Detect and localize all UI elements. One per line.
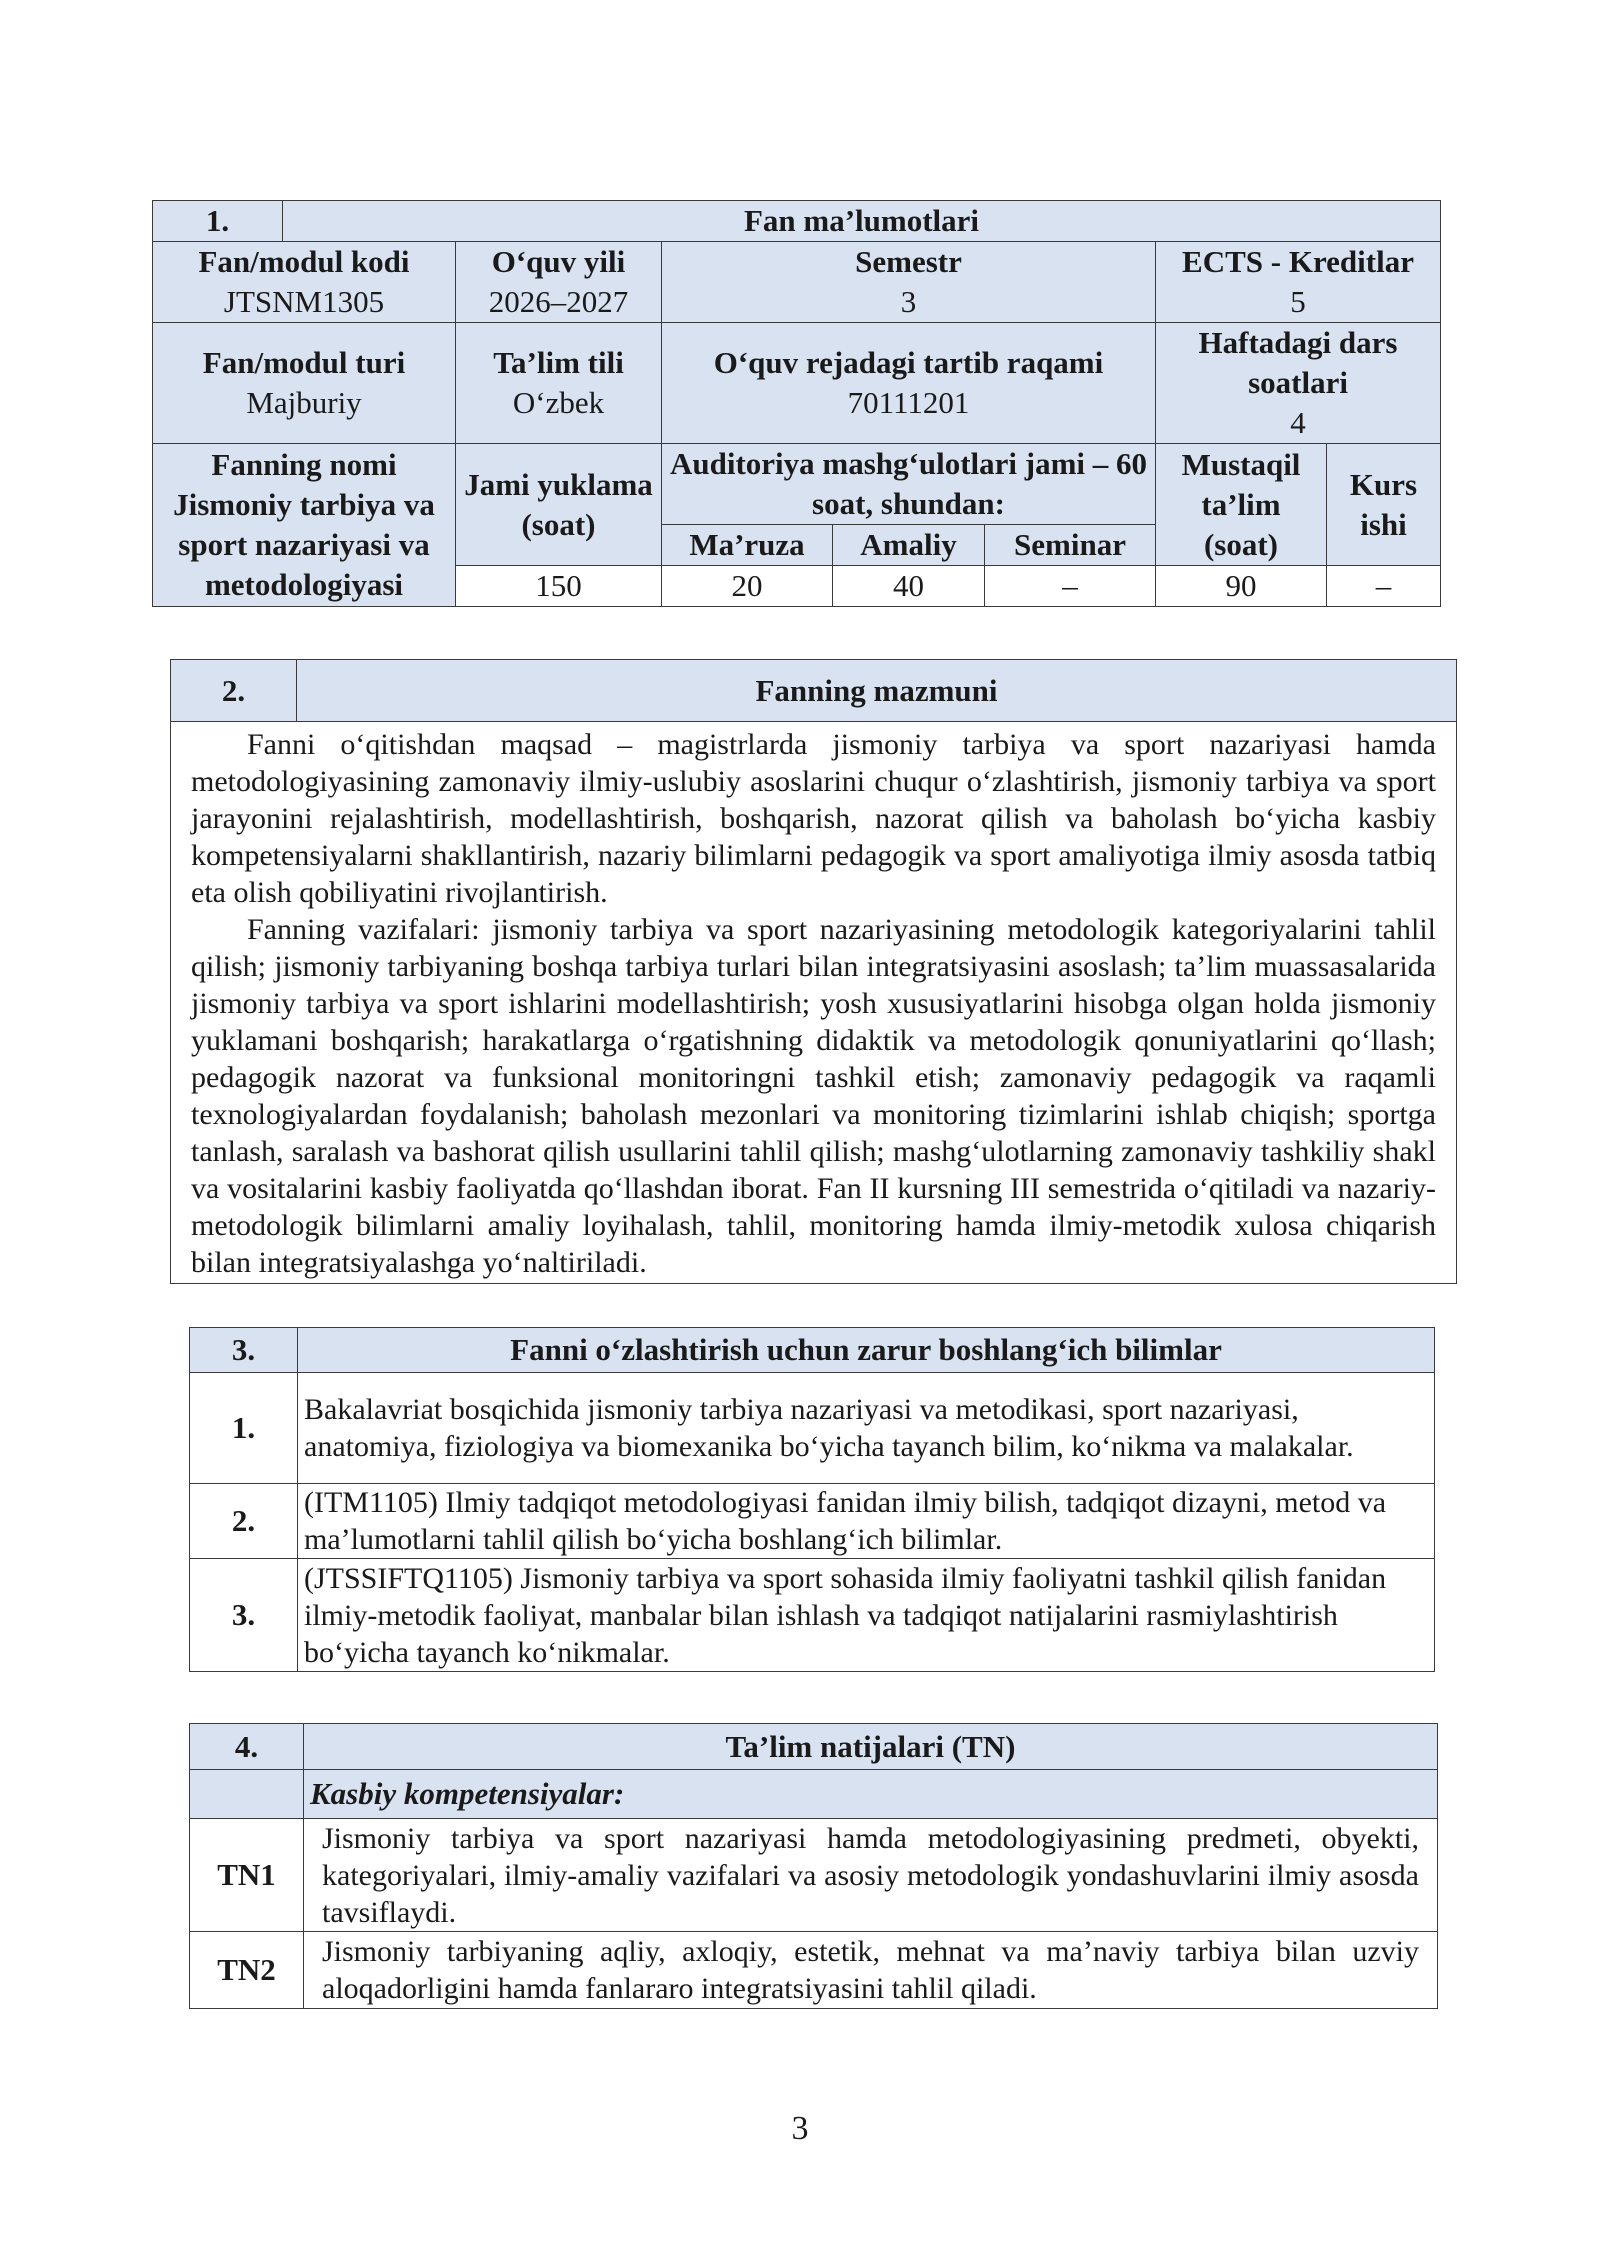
language-label: Ta’lim tili: [493, 345, 624, 380]
auditorium-label: Auditoriya mashg‘ulotlari jami – 60 soat, shundan:: [662, 444, 1156, 525]
subheader-blank: [190, 1770, 304, 1819]
module-type-value: Majburiy: [246, 385, 362, 420]
language-cell: [456, 323, 662, 444]
prerequisite-text: (ITM1105) Ilmiy tadqiqot metodologiyasi fanidan ilmiy bilish, tadqiqot dizayni, metod va ma’lumotlarni tahlil qilish bo‘yicha boshlang‘ich bilimlar.: [298, 1484, 1435, 1559]
subject-name-value: Jismoniy tarbiya va sport nazariyasi va metodologiyasi: [173, 487, 435, 602]
module-type-cell: [153, 323, 456, 444]
section4-title: Ta’lim natijalari (TN): [304, 1724, 1438, 1770]
practical-label: Amaliy: [833, 525, 985, 566]
seminar-label: Seminar: [985, 525, 1156, 566]
plan-number-value: 70111201: [847, 385, 970, 420]
section2-title: Fanning mazmuni: [297, 660, 1457, 722]
ects-label: ECTS - Kreditlar: [1182, 244, 1414, 279]
academic-year-value: 2026–2027: [488, 284, 629, 319]
table-row: [190, 1819, 1438, 1932]
weekly-hours-label: Haftadagi dars soatlari: [1198, 325, 1398, 400]
total-load-value: 150: [456, 566, 662, 607]
lecture-label: Ma’ruza: [662, 525, 833, 566]
section2-number: 2.: [171, 660, 297, 722]
table-row: [190, 1932, 1438, 2009]
ects-cell: [1156, 242, 1441, 323]
academic-year-label: O‘quv yili: [491, 244, 626, 279]
lecture-value: 20: [662, 566, 833, 607]
weekly-hours-cell: [1156, 323, 1441, 444]
plan-number-label: O‘quv rejadagi tartib raqami: [713, 345, 1104, 380]
outcome-text: Jismoniy tarbiya va sport nazariyasi hamda metodologiyasining predmeti, obyekti, kategoriyalari, ilmiy-amaliy vazifalari va asosiy metodologik yondashuvlarini ilmiy asosda tavsiflaydi.: [304, 1819, 1438, 1932]
prerequisite-text: Bakalavriat bosqichida jismoniy tarbiya nazariyasi va metodikasi, sport nazariyasi, anatomiya, fiziologiya va biomexanika bo‘yicha tayanch bilim, ko‘nikma va malakalar.: [298, 1373, 1435, 1484]
table-row: [190, 1373, 1435, 1484]
plan-number-cell: [662, 323, 1156, 444]
page-number: 3: [791, 2110, 809, 2147]
section3-title: Fanni o‘zlashtirish uchun zarur boshlang‘ich bilimlar: [298, 1328, 1435, 1373]
module-code-value: JTSNM1305: [223, 284, 385, 319]
section1-title: Fan ma’lumotlari: [283, 201, 1441, 242]
content-body: [171, 722, 1457, 1284]
course-work-value: –: [1327, 566, 1441, 607]
ects-value: 5: [1290, 284, 1306, 319]
content-table: [170, 659, 1457, 1284]
module-code-cell: [153, 242, 456, 323]
prerequisite-text: (JTSSIFTQ1105) Jismoniy tarbiya va sport sohasida ilmiy faoliyatni tashkil qilish fanidan ilmiy-metodik faoliyat, manbalar bilan ishlash va tadqiqot natijalarini rasmiylashtirish bo‘yicha tayanch ko‘nikmalar.: [298, 1559, 1435, 1672]
fan-info-table: [152, 200, 1441, 607]
independent-study-value: 90: [1156, 566, 1327, 607]
prerequisite-number: 1.: [190, 1373, 298, 1484]
section4-number: 4.: [190, 1724, 304, 1770]
academic-year-cell: [456, 242, 662, 323]
semester-label: Semestr: [855, 244, 962, 279]
module-code-label: Fan/modul kodi: [198, 244, 410, 279]
section3-number: 3.: [190, 1328, 298, 1373]
prerequisites-table: [189, 1327, 1435, 1672]
total-load-label: Jami yuklama (soat): [456, 444, 662, 566]
outcome-text: Jismoniy tarbiyaning aqliy, axloqiy, estetik, mehnat va ma’naviy tarbiya bilan uzviy aloqadorligini hamda fanlararo integratsiyasini tahlil qiladi.: [304, 1932, 1438, 2009]
prerequisite-number: 3.: [190, 1559, 298, 1672]
table-row: [190, 1559, 1435, 1672]
learning-outcomes-table: [189, 1723, 1438, 2009]
content-paragraph-goal: Fanni o‘qitishdan maqsad – magistrlarda jismoniy tarbiya va sport nazariyasi hamda metodologiyasining zamonaviy ilmiy-uslubiy asoslarini chuqur o‘zlashtirish, jismoniy tarbiya va sport jarayonini rejalashtirish, modellashtirish, boshqarish, nazorat qilish va baholash bo‘yicha kasbiy kompetensiyalarni shakllantirish, nazariy bilimlarni pedagogik va sport amaliyotiga ilmiy asosda tatbiq eta olish qobiliyatini rivojlantirish.: [191, 728, 1436, 909]
semester-cell: [662, 242, 1156, 323]
independent-study-label: Mustaqil ta’lim (soat): [1156, 444, 1327, 566]
section1-number: 1.: [153, 201, 283, 242]
subject-name-cell: [153, 444, 456, 607]
course-work-label: Kurs ishi: [1327, 444, 1441, 566]
module-type-label: Fan/modul turi: [202, 345, 406, 380]
content-paragraph-tasks: Fanning vazifalari: jismoniy tarbiya va sport nazariyasining metodologik kategoriyalarini tahlil qilish; jismoniy tarbiyaning boshqa tarbiya turlari bilan integratsiyasini asoslash; ta’lim muassasalarida jismoniy tarbiya va sport ishlarini modellashtirish; yosh xususiyatlarini hisobga olgan holda jismoniy yuklamani boshqarish; harakatlarga o‘rgatishning didaktik va metodologik qonuniyatlarini qo‘llash; pedagogik nazorat va funksional monitoringni tashkil etish; zamonaviy pedagogik va raqamli texnologiyalardan foydalanish; baholash mezonlari va monitoring tizimlarini ishlab chiqish; sportga tanlash, saralash va bashorat qilish usullarini tahlil qilish; mashg‘ulotlarning zamonaviy tashkiliy shakl va vositalarini kasbiy faoliyatda qo‘llashdan iborat. Fan II kursning III semestrida o‘qitiladi va nazariy-metodologik bilimlarni amaliy loyihalash, tahlil, monitoring hamda ilmiy-metodik xulosa chiqarish bilan integratsiyalashga yo‘naltiriladi.: [191, 913, 1436, 1279]
language-value: O‘zbek: [512, 385, 605, 420]
prerequisite-number: 2.: [190, 1484, 298, 1559]
competencies-subheader: Kasbiy kompetensiyalar:: [304, 1770, 1438, 1819]
outcome-code: TN2: [190, 1932, 304, 2009]
outcome-code: TN1: [190, 1819, 304, 1932]
seminar-value: –: [985, 566, 1156, 607]
practical-value: 40: [833, 566, 985, 607]
subject-name-label: Fanning nomi: [211, 447, 397, 482]
semester-value: 3: [900, 284, 917, 319]
table-row: [190, 1484, 1435, 1559]
weekly-hours-value: 4: [1290, 405, 1306, 440]
